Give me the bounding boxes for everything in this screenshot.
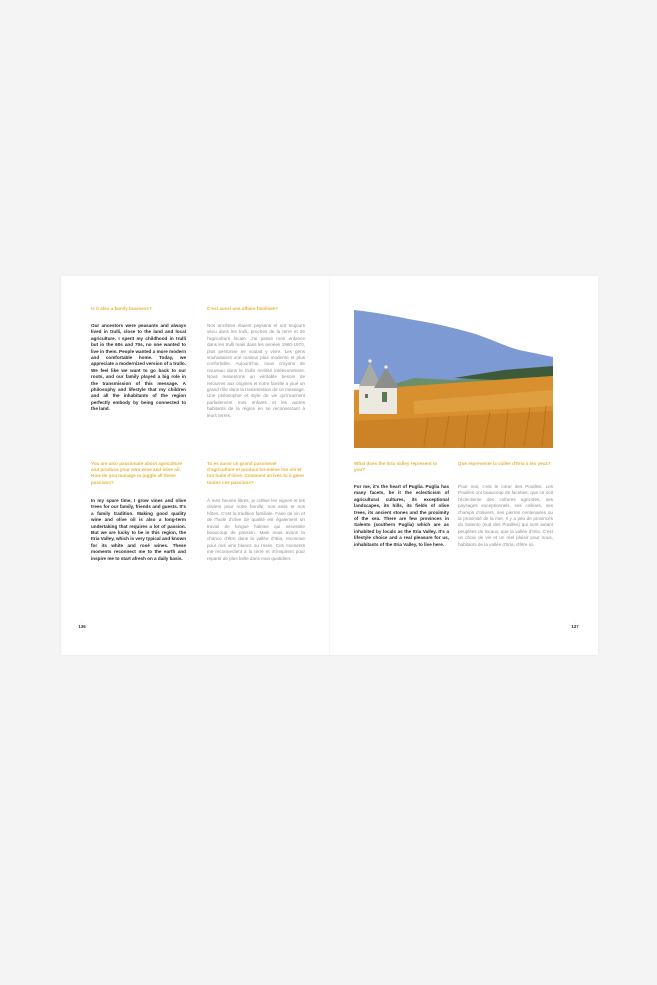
page-number-left: • 136 • <box>78 620 86 633</box>
book-spread <box>61 276 598 655</box>
trulli-landscape-illustration <box>354 306 553 448</box>
question-agriculture-fr: Tu es aussi un grand passionné d'agriculture et produis toi-même ton vin et ton huile d'olive. Comment arrives-tu à gérer toutes ces passions? <box>207 461 305 485</box>
question-itria-valley-fr: Que représente la vallée d'Itria à tes yeux? <box>458 461 551 466</box>
answer-family-business-fr: Nos ancêtres étaient paysans et ont toujours vécu dans les trulli, proches de la terre et de l'agriculture locale. J'ai passé mon enfance dans les trulli mais dans les années 1960-1970, plus personne ne voulait y vivre. Les gens souhaitaient une maison plus moderne et plus confortable. Aujourd'hui, nous croyons de nouveau dans le trullo revisité intérieurement. Nous ressentons un véritable besoin de retourner aux origines et notre famille a joué un grand rôle dans la transmission de ce message. Une philosophie et style de vie qu'incarnent parfaitement mes enfants et les autres habitants de la région en se reconnectant à leurs terres. <box>207 323 305 418</box>
question-family-business-fr: C'est aussi une affaire familiale? <box>207 306 279 311</box>
answer-agriculture-fr: À mes heures libres, je cultive les vignes et les oliviers pour notre famille, nos amis et nos hôtes. C'est la tradition familiale. Faire du vin et de l'huile d'olive de qualité est également un travail de longue haleine qui nécessite beaucoup de passion. Mais nous avons la chance d'être dans la vallée d'Itria, reconnue pour nos vins blancs ou rosés. Ces moments me reconnectent à la terre et m'inspirent pour repartir de plus belle dans mon quotidien. <box>207 498 305 561</box>
answer-family-business-en: Our ancestors were peasants and always lived in trulli, close to the land and local agriculture. I spent my childhood in trulli but in the 60s and 70s, no one wanted to live in them. People wanted a more modern and comfortable home. Today, we appreciate a modernized version of a trullo. We feel like we want to go back to our roots, and our family played a big role in the transmission of this message. A philosophy and lifestyle that my children and all the inhabitants of the region perfectly embody by being connected to the land. <box>91 323 186 412</box>
question-itria-valley-en: What does the Itria Valley represent to you? <box>354 461 438 473</box>
answer-itria-valley-fr: Pour moi, c'est le cœur des Pouilles. Les Pouilles ont beaucoup de facettes, que ce soit l'éclectisme des cultures agricoles, ses paysages exceptionnels, ses collines, ses champs d'oliviers, ses pierres centenaires ou la proximité de la mer. Il y a peu de provinces du Salento (sud des Pouilles) qui sont autant peuplées de locaux, que la vallée d'Itria. C'est un choix de vie et un réel plaisir pour nous, habitants de la vallée d'Itria, d'être ici. <box>458 484 553 547</box>
page-number-right: • 137 • <box>571 620 579 633</box>
question-family-business-en: Is it also a family business? <box>91 306 152 311</box>
answer-itria-valley-en: For me, it's the heart of Puglia. Puglia has many facets, be it the eclecticism of agricultural cultures, its exceptional landscapes, its hills, its fields of olive trees, its ancient stones and the proximity of the sea. There are few provinces in Salento (southern Puglia) which are as inhabited by locals as the Itria Valley. It's a lifestyle choice and a real pleasure for us, inhabitants of the Itria Valley, to live here. <box>354 484 449 547</box>
gutter <box>329 276 330 655</box>
answer-agriculture-en: In my spare time, I grow vines and olive trees for our family, friends and guests. It's a family tradition. Making good quality wine and olive oil is also a long-term undertaking that requires a lot of passion. But we are lucky to be in this region, the Itria Valley, which is very typical and known for its white and rosé wines. These moments reconnect me to the earth and inspire me to start afresh on a daily basis. <box>91 498 186 561</box>
question-agriculture-en: You are also passionate about agriculture and produce your own wine and olive oil. How do you manage to juggle all these passions? <box>91 461 183 485</box>
